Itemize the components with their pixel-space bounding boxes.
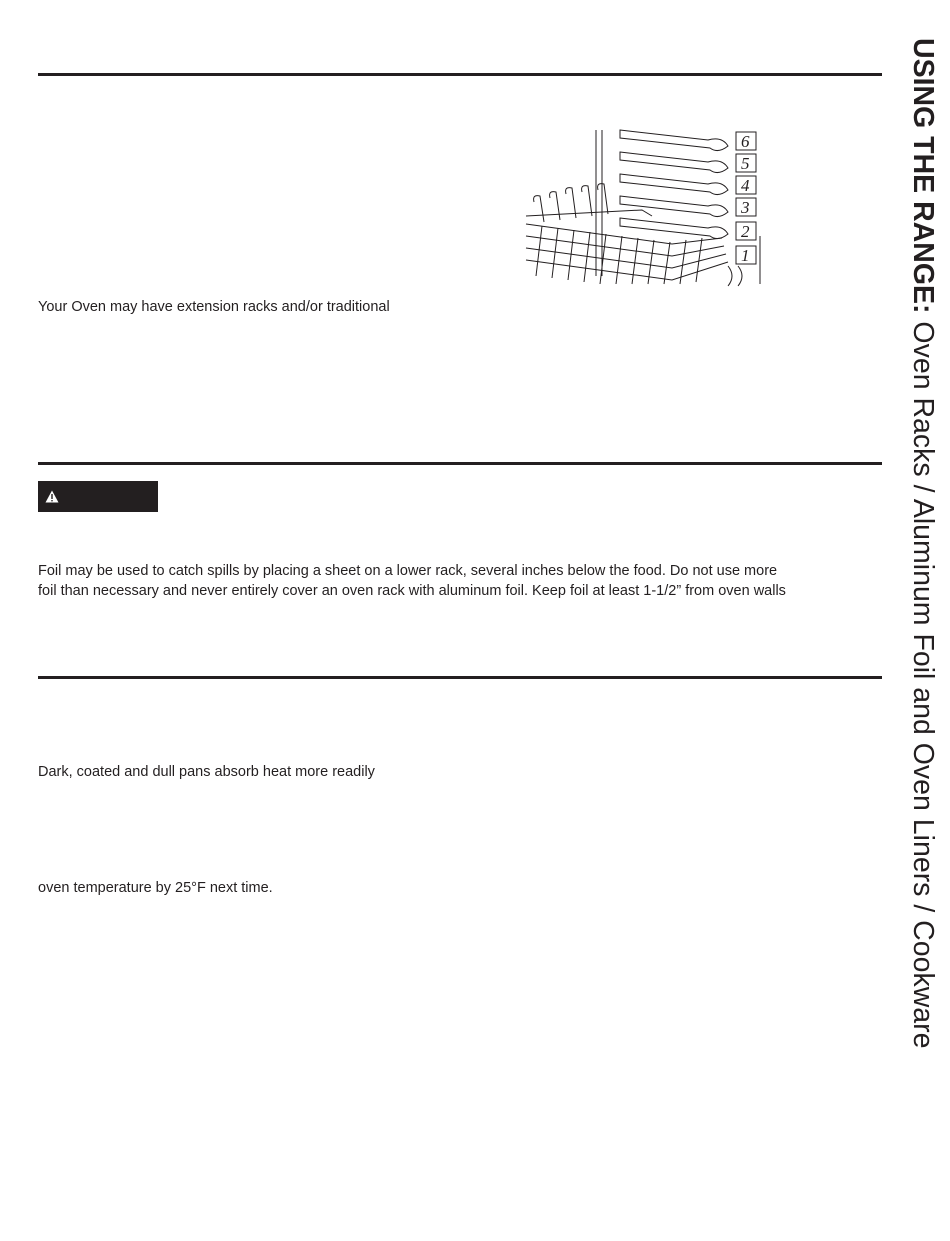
rack-position-1: 1 bbox=[741, 246, 750, 265]
rack-position-numbers bbox=[736, 132, 756, 265]
foil-text-line-1: Foil may be used to catch spills by placing a sheet on a lower rack, several inches below the food. Do not use more bbox=[38, 563, 778, 579]
section-divider-cookware bbox=[38, 676, 882, 679]
section-divider-racks bbox=[38, 73, 882, 76]
foil-text-line-2: foil than necessary and never entirely cover an oven rack with aluminum foil. Keep foil at least 1-1/2” from oven walls bbox=[38, 583, 786, 599]
cookware-text-line-2: oven temperature by 25°F next time. bbox=[38, 880, 273, 896]
warning-triangle-icon bbox=[45, 490, 59, 503]
rack-position-6: 6 bbox=[741, 132, 750, 151]
sidebar-title-bold: USING THE RANGE: bbox=[907, 38, 939, 314]
racks-intro-text: Your Oven may have extension racks and/or traditional bbox=[38, 299, 390, 315]
sidebar-title-rest: Oven Racks / Aluminum Foil and Oven Liners / Cookware bbox=[907, 313, 939, 1049]
section-divider-foil bbox=[38, 462, 882, 465]
oven-rack-positions-illustration bbox=[522, 126, 762, 288]
cookware-text-line-1: Dark, coated and dull pans absorb heat more readily bbox=[38, 764, 375, 780]
rack-position-5: 5 bbox=[741, 154, 750, 173]
section-sidebar-title bbox=[903, 38, 943, 1148]
rack-position-4: 4 bbox=[741, 176, 750, 195]
warning-label bbox=[38, 481, 158, 512]
rack-position-3: 3 bbox=[741, 198, 750, 217]
extension-rack bbox=[526, 184, 728, 284]
rack-supports bbox=[620, 130, 728, 239]
rack-position-2: 2 bbox=[741, 222, 750, 241]
